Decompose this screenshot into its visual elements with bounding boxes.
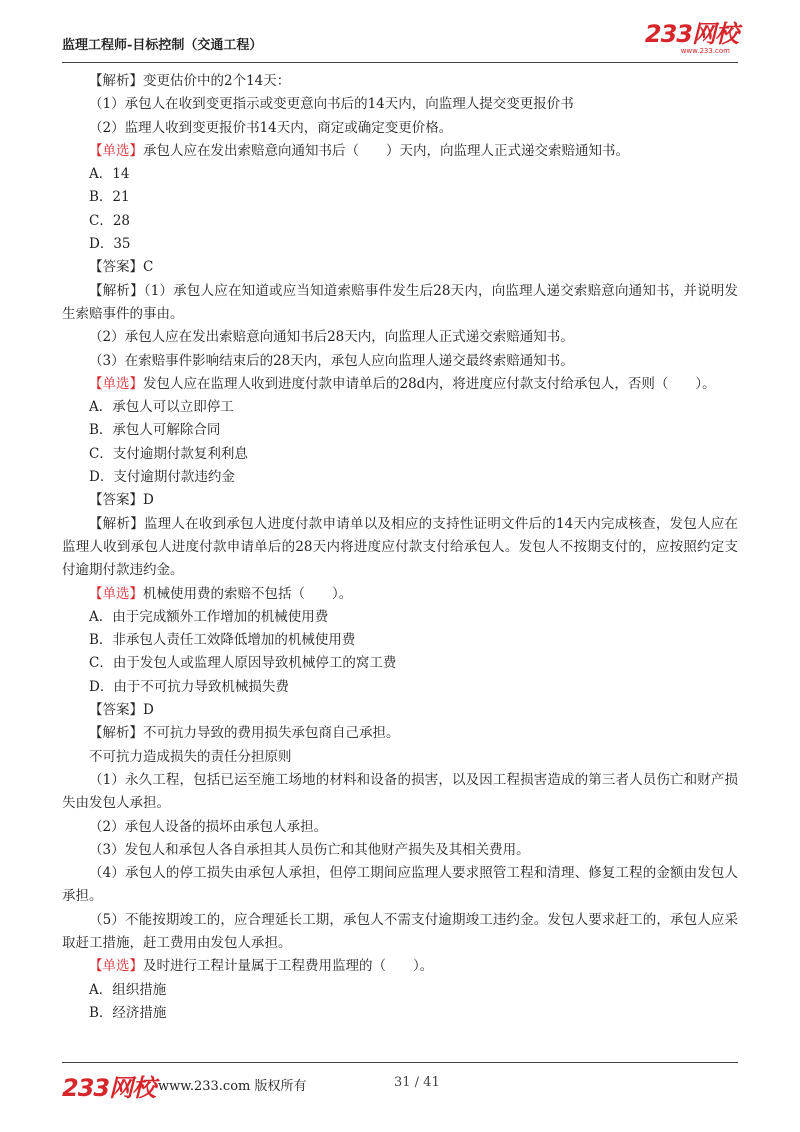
line-text: B．承包人可解除合同 bbox=[89, 422, 221, 439]
page-footer bbox=[62, 1062, 738, 1102]
line-text: A．由于完成额外工作增加的机械使用费 bbox=[89, 608, 329, 625]
line-text: C．28 bbox=[89, 212, 131, 229]
text-line bbox=[62, 163, 738, 186]
line-text: 【答案】D bbox=[89, 492, 154, 509]
line-text: （1）承包人在收到变更指示或变更意向书后的14天内，向监理人提交变更报价书 bbox=[89, 96, 574, 113]
text-line bbox=[62, 443, 738, 466]
text-line bbox=[62, 280, 738, 327]
line-text: 及时进行工程计量属于工程费用监理的（ ）。 bbox=[143, 958, 434, 975]
brand-logo bbox=[645, 22, 738, 55]
header-divider bbox=[62, 62, 738, 63]
text-line bbox=[62, 652, 738, 675]
text-line bbox=[62, 70, 738, 93]
text-line bbox=[62, 373, 738, 396]
line-text: 【解析】变更估价中的2个14天： bbox=[89, 73, 291, 89]
text-line bbox=[62, 839, 738, 862]
line-text: （3）发包人和承包人各自承担其人员伤亡和其他财产损失及其相关费用。 bbox=[89, 841, 530, 858]
line-text: 发包人应在监理人收到进度付款申请单后的28d内，将进度应付款支付给承包人，否则（ ）。 bbox=[143, 375, 716, 392]
text-line bbox=[62, 629, 738, 652]
question-type-tag: 【单选】 bbox=[89, 142, 143, 159]
line-text: 【答案】C bbox=[89, 259, 154, 276]
text-line bbox=[62, 466, 738, 489]
text-line bbox=[62, 722, 738, 745]
text-line bbox=[62, 909, 738, 956]
text-line bbox=[62, 419, 738, 442]
line-text: （5）不能按期竣工的，应合理延长工期，承包人不需支付逾期竣工违约金。发包人要求赶工的，承包人应采取赶工措施，赶工费用由发包人承担。 bbox=[62, 911, 738, 951]
question-type-tag: 【单选】 bbox=[89, 958, 143, 975]
text-line bbox=[62, 93, 738, 116]
line-text: A．14 bbox=[89, 166, 130, 183]
line-text: （2）承包人设备的损坏由承包人承担。 bbox=[89, 818, 328, 835]
line-text: 机械使用费的索赔不包括（ ）。 bbox=[143, 585, 353, 602]
line-text: C．由于发包人或监理人原因导致机械停工的窝工费 bbox=[89, 655, 397, 672]
page-header bbox=[62, 22, 738, 62]
text-line bbox=[62, 489, 738, 512]
document-body bbox=[62, 70, 738, 1025]
line-text: 【解析】监理人在收到承包人进度付款申请单以及相应的支持性证明文件后的14天内完成核查，发包人应在监理人收到承包人进度付款申请单后的28天内将进度应付款支付给承包人。发包人不按期支付的，应按照约定支付逾期付款违约金。 bbox=[62, 515, 738, 579]
text-line bbox=[62, 746, 738, 769]
text-line bbox=[62, 1002, 738, 1025]
text-line bbox=[62, 606, 738, 629]
question-type-tag: 【单选】 bbox=[89, 585, 143, 602]
line-text: D．35 bbox=[89, 236, 131, 253]
text-line bbox=[62, 117, 738, 140]
text-line bbox=[62, 676, 738, 699]
line-text: B．21 bbox=[89, 189, 130, 206]
line-text: D．支付逾期付款违约金 bbox=[89, 469, 235, 486]
line-text: （3）在索赔事件影响结束后的28天内，承包人应向监理人递交最终索赔通知书。 bbox=[89, 352, 574, 369]
text-line bbox=[62, 233, 738, 256]
line-text: （2）承包人应在发出索赔意向通知书后28天内，向监理人正式递交索赔通知书。 bbox=[89, 329, 574, 346]
text-line bbox=[62, 210, 738, 233]
line-text: 【解析】不可抗力导致的费用损失承包商自己承担。 bbox=[89, 725, 400, 742]
text-line bbox=[62, 396, 738, 419]
logo-text: 233网校 bbox=[644, 20, 738, 48]
text-line bbox=[62, 862, 738, 909]
document-title: 监理工程师-目标控制（交通工程） bbox=[62, 38, 263, 53]
line-text: A．组织措施 bbox=[89, 981, 167, 998]
text-line bbox=[62, 699, 738, 722]
footer-divider bbox=[62, 1062, 738, 1063]
line-text: B．经济措施 bbox=[89, 1004, 167, 1021]
footer-logo: 233网校 bbox=[62, 1074, 156, 1102]
line-text: C．支付逾期付款复利利息 bbox=[89, 445, 248, 462]
line-text: 承包人应在发出索赔意向通知书后（ ）天内，向监理人正式递交索赔通知书。 bbox=[143, 142, 629, 159]
text-line bbox=[62, 955, 738, 978]
question-type-tag: 【单选】 bbox=[89, 375, 143, 392]
line-text: B．非承包人责任工效降低增加的机械使用费 bbox=[89, 632, 356, 649]
text-line bbox=[62, 513, 738, 583]
text-line bbox=[62, 979, 738, 1002]
text-line bbox=[62, 583, 738, 606]
text-line bbox=[62, 140, 738, 163]
line-text: A．承包人可以立即停工 bbox=[89, 399, 234, 416]
line-text: 【答案】D bbox=[89, 702, 154, 719]
page-number: 31 / 41 bbox=[394, 1075, 440, 1090]
text-line bbox=[62, 769, 738, 816]
line-text: 【解析】（1）承包人应在知道或应当知道索赔事件发生后28天内，向监理人递交索赔意向通知书，并说明发生索赔事件的事由。 bbox=[62, 282, 738, 322]
text-line bbox=[62, 186, 738, 209]
logo-url: www.233.com bbox=[680, 47, 730, 55]
line-text: 不可抗力造成损失的责任分担原则 bbox=[89, 748, 292, 765]
text-line bbox=[62, 256, 738, 279]
line-text: （2）监理人收到变更报价书14天内，商定或确定变更价格。 bbox=[89, 119, 453, 136]
line-text: （1）永久工程，包括已运至施工场地的材料和设备的损害，以及因工程损害造成的第三者人员伤亡和财产损失由发包人承担。 bbox=[62, 771, 738, 812]
footer-copyright: www.233.com 版权所有 bbox=[158, 1079, 307, 1094]
line-text: D．由于不可抗力导致机械损失费 bbox=[89, 678, 289, 695]
text-line bbox=[62, 816, 738, 839]
text-line bbox=[62, 326, 738, 349]
line-text: （4）承包人的停工损失由承包人承担，但停工期间应监理人要求照管工程和清理、修复工程的金额由发包人承担。 bbox=[62, 865, 738, 905]
text-line bbox=[62, 350, 738, 373]
